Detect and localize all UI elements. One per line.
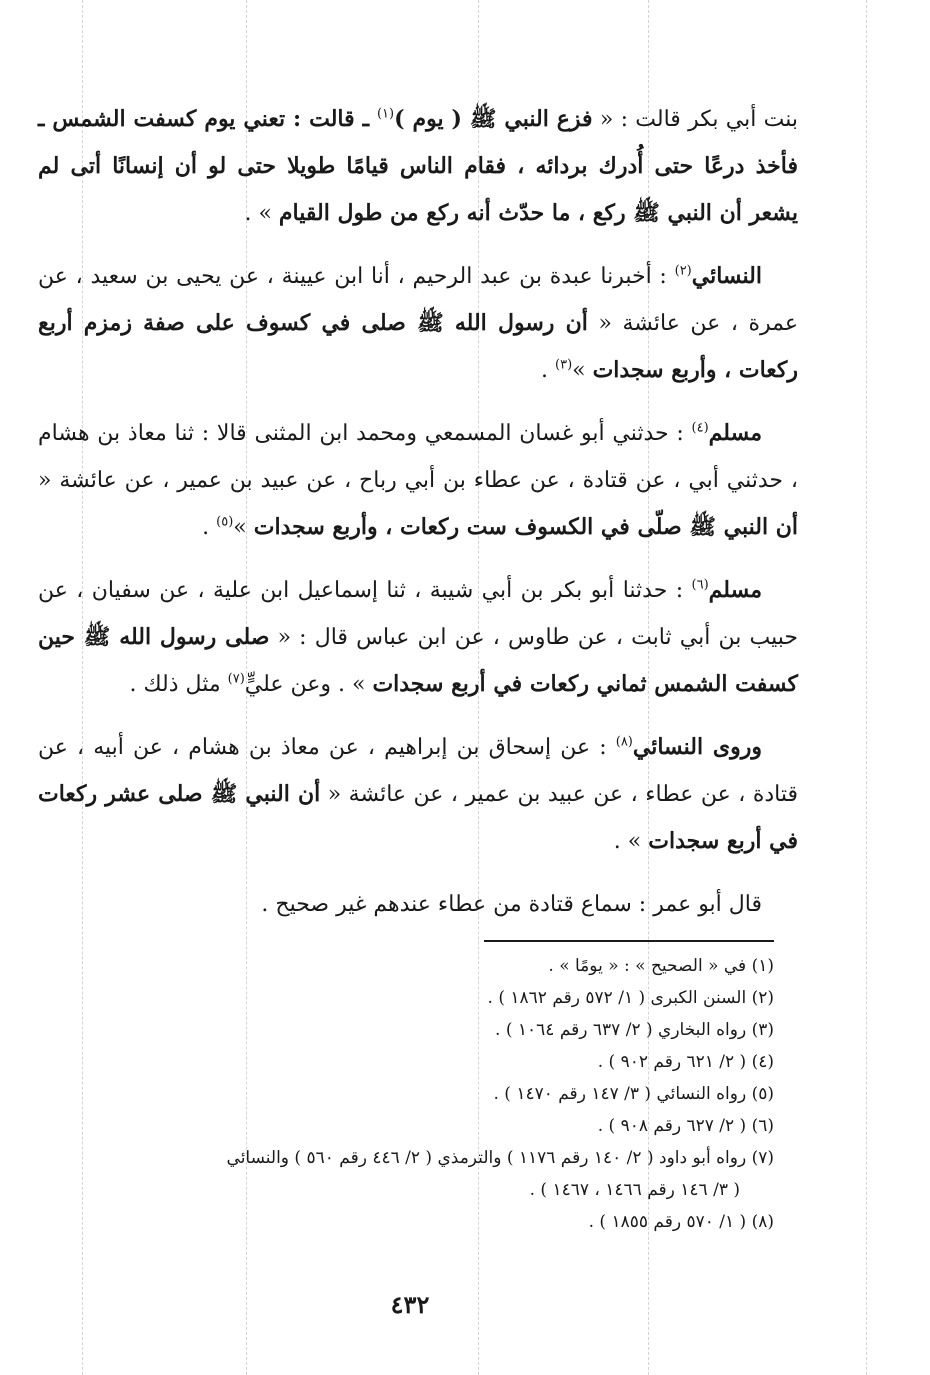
footnote-ref[interactable]: (٦)	[691, 577, 709, 593]
text-segment: .	[541, 358, 555, 383]
footnote-5: (٥) رواه النسائي ( ٣/ ١٤٧ رقم ١٤٧٠ ) .	[493, 1084, 774, 1104]
hadith-text: أن رسول الله ﷺ صلى في كسوف على صفة زمزم أربع ركعات ، وأربع سجدات	[38, 310, 798, 383]
text-segment: : أخبرنا عبدة بن عبد الرحيم ، أنا ابن عيينة ، عن يحيى بن سعيد ، عن عمرة ، عن عائشة «	[38, 264, 798, 336]
footnote-4: (٤) ( ٢/ ٦٢١ رقم ٩٠٢ ) .	[597, 1052, 774, 1072]
footnote-ref[interactable]: (١)	[376, 106, 395, 122]
text-segment: مثل ذلك .	[129, 672, 228, 697]
paragraph-4	[38, 567, 798, 708]
text-segment: »	[233, 515, 254, 540]
text-segment: بنت أبي بكر قالت : «	[592, 107, 798, 132]
source-name: وروى النسائي	[632, 734, 762, 760]
text-segment: »	[572, 358, 593, 383]
text-segment: : عن إسحاق بن إبراهيم ، عن معاذ بن هشام ، عن أبيه ، عن قتادة ، عن عطاء ، عن عبيد بن عمير ، عن عائشة «	[38, 735, 798, 807]
footnote-ref[interactable]: (٧)	[227, 671, 245, 687]
text-segment: » .	[244, 201, 279, 226]
footnote-7: (٧) رواه أبو داود ( ٢/ ١٤٠ رقم ١١٧٦ ) والترمذي ( ٢/ ٤٤٦ رقم ٥٦٠ ) والنسائي	[226, 1148, 774, 1168]
text-segment: : حدثني أبو غسان المسمعي ومحمد ابن المثنى قالا : ثنا معاذ بن هشام ، حدثني أبي ، عن قتادة ، عن عطاء بن أبي رباح ، عن عبيد بن عمير ، عن عائشة «	[38, 421, 798, 493]
hadith-text: فزع النبي ﷺ ( يوم )	[394, 106, 593, 132]
hadith-text: أن النبي ﷺ صلّى في الكسوف ست ركعات ، وأربع سجدات	[253, 514, 798, 540]
footnote-ref[interactable]: (٨)	[615, 734, 633, 750]
footnote-6: (٦) ( ٢/ ٦٢٧ رقم ٩٠٨ ) .	[597, 1116, 774, 1136]
footnotes	[36, 950, 774, 1238]
source-name: مسلم	[708, 577, 762, 603]
hadith-text: أن النبي ﷺ صلى عشر ركعات في أربع سجدات	[38, 781, 798, 854]
source-name: النسائي	[691, 263, 762, 289]
text-segment: .	[202, 515, 217, 540]
page-number: ٤٣٢	[390, 1290, 430, 1319]
hadith-text: صلى رسول الله ﷺ حين كسفت الشمس ثماني ركعات في أربع سجدات	[38, 624, 798, 697]
text-segment: » . وعن عليٍّ	[244, 672, 373, 697]
paragraph-6: قال أبو عمر : سماع قتادة من عطاء عندهم غير صحيح .	[261, 892, 762, 917]
footnote-divider	[484, 940, 774, 942]
footnote-ref[interactable]: (٢)	[674, 263, 692, 279]
text-segment: » .	[613, 829, 649, 854]
hadith-text: ـ قالت : تعني يوم كسفت الشمس ـ فأخذ درعًا حتى أُدرك بردائه ، فقام الناس قيامًا طويلا حتى لو أن إنسانًا أتى لم يشعر أن النبي ﷺ ركع ، ما حدّث أنه ركع من طول القيام	[38, 106, 798, 226]
paragraph-5	[38, 724, 798, 865]
paragraph-3	[38, 410, 798, 551]
text-segment: : حدثنا أبو بكر بن أبي شيبة ، ثنا إسماعيل ابن علية ، عن سفيان ، عن حبيب بن أبي ثابت ، عن طاوس ، عن ابن عباس قال : «	[38, 578, 798, 650]
footnote-2: (٢) السنن الكبرى ( ١/ ٥٧٢ رقم ١٨٦٢ ) .	[487, 988, 774, 1008]
footnote-8: (٨) ( ١/ ٥٧٠ رقم ١٨٥٥ ) .	[588, 1212, 774, 1232]
footnote-ref[interactable]: (٥)	[216, 514, 234, 530]
footnote-1: (١) في « الصحيح » : « يومًا » .	[548, 956, 774, 976]
footnote-ref[interactable]: (٣)	[555, 357, 573, 373]
footnote-3: (٣) رواه البخاري ( ٢/ ٦٣٧ رقم ١٠٦٤ ) .	[495, 1020, 774, 1040]
footnote-ref[interactable]: (٤)	[691, 420, 709, 436]
paragraph-1	[38, 96, 798, 237]
paragraph-2	[38, 253, 798, 394]
footnote-7-continued: ( ٣/ ١٤٦ رقم ١٤٦٦ ، ١٤٦٧ ) .	[529, 1180, 740, 1200]
main-text	[38, 96, 798, 944]
source-name: مسلم	[708, 420, 762, 446]
